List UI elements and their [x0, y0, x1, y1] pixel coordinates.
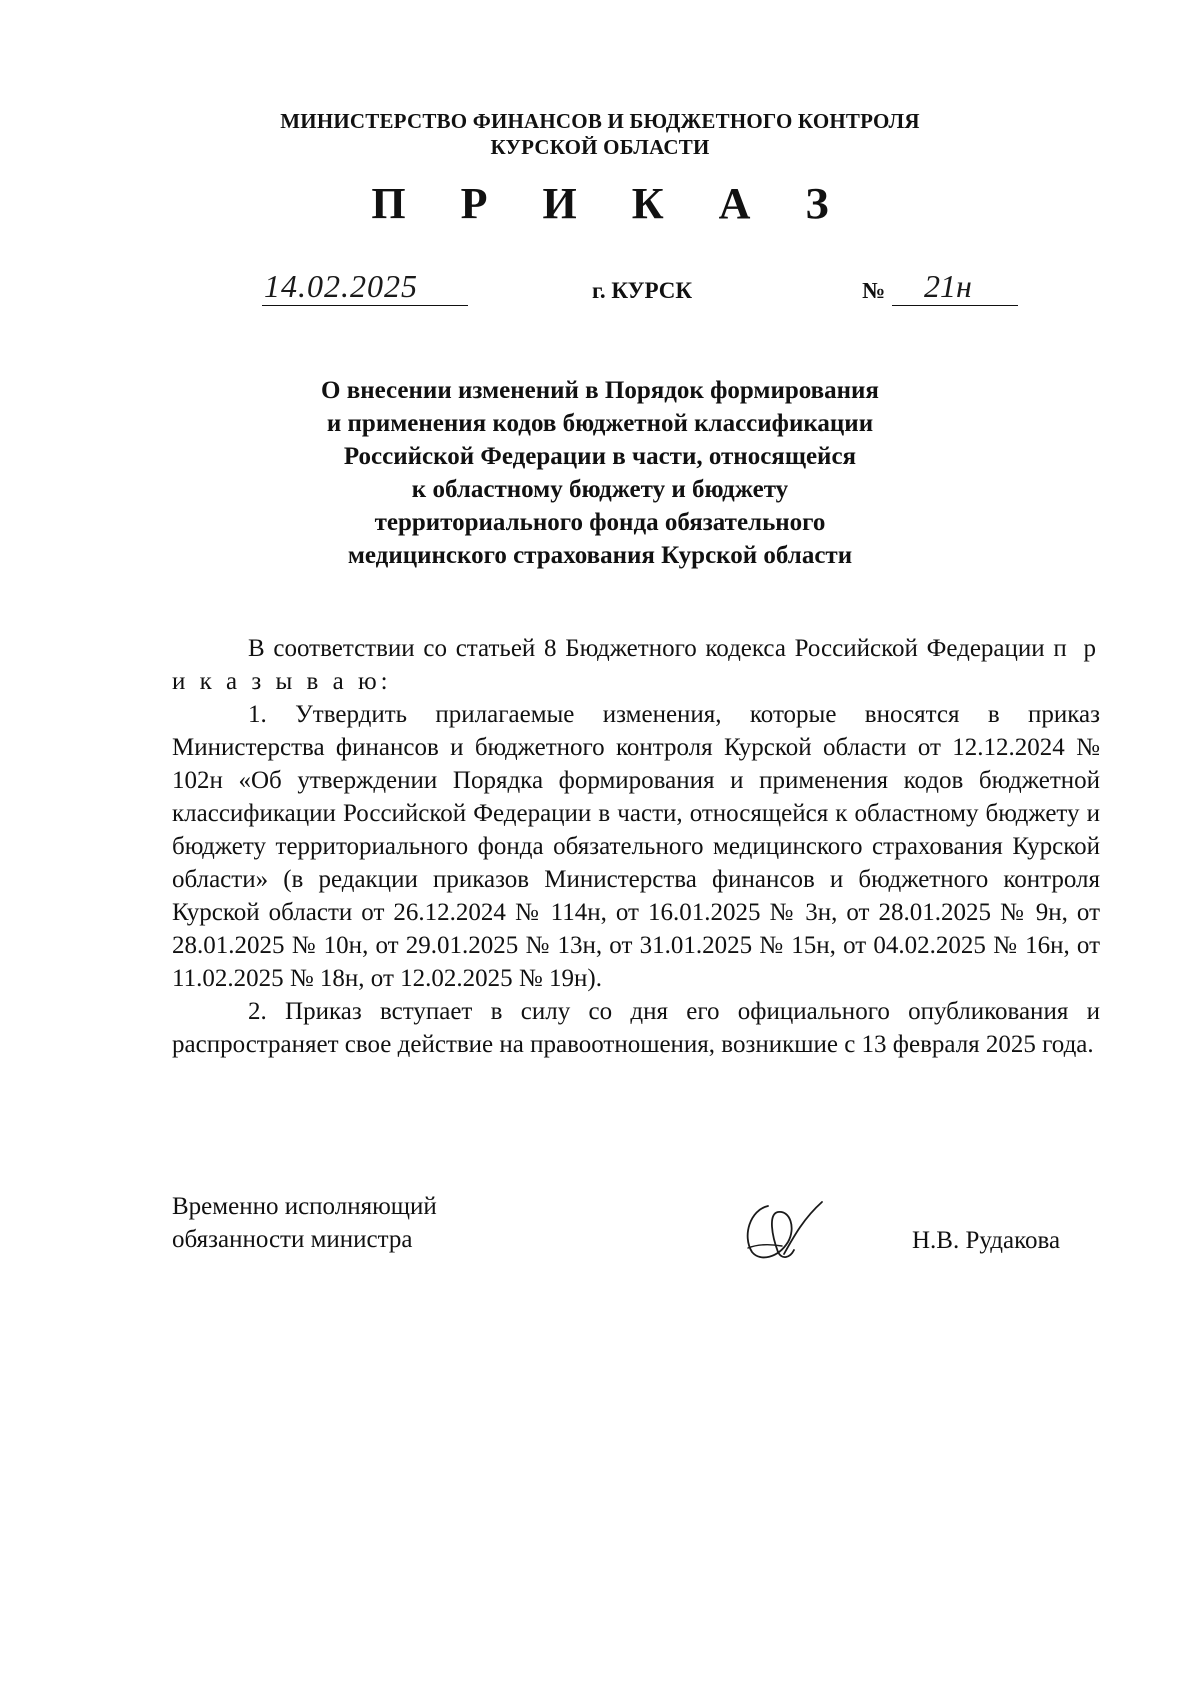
intro-paragraph — [172, 632, 1100, 698]
item-2-paragraph: 2. Приказ вступает в силу со дня его официального опубликования и распространяет свое действие на правоотношения, возникшие с 13 февраля 2025 года. — [172, 998, 1100, 1058]
order-subject — [0, 374, 1200, 572]
issuing-organization — [0, 108, 1200, 160]
subject-line: медицинского страхования Курской области — [347, 542, 853, 569]
handwritten-number: 21н — [924, 268, 972, 304]
signer-position — [172, 1190, 437, 1256]
date-underline — [262, 305, 468, 306]
position-line-2: обязанности министра — [172, 1226, 413, 1253]
document-title: П Р И К А З — [371, 179, 851, 228]
subject-line: территориального фонда обязательного — [374, 509, 826, 536]
subject-line: О внесении изменений в Порядок формирования — [321, 377, 879, 404]
signer-name: Н.В. Рудакова — [912, 1227, 1061, 1254]
org-line-1: МИНИСТЕРСТВО ФИНАНСОВ И БЮДЖЕТНОГО КОНТРОЛЯ — [280, 109, 920, 133]
number-underline — [892, 305, 1018, 306]
item-1-paragraph: 1. Утвердить прилагаемые изменения, которые вносятся в приказ Министерства финансов и бюджетного контроля Курской области от 12.12.2024 № 102н «Об утверждении Порядка формирования и применения кодов бюджетной классификации Российской Федерации в части, относящейся к областному бюджету и бюджету территориального фонда обязательного медицинского страхования Курской области» (в редакции приказов Министерства финансов и бюджетного контроля Курской области от 26.12.2024 № 114н, от 16.01.2025 № 3н, от 28.01.2025 № 9н, от 28.01.2025 № 10н, от 29.01.2025 № 13н, от 31.01.2025 № 15н, от 04.02.2025 № 16н, от 11.02.2025 № 18н, от 12.02.2025 № 19н). — [172, 701, 1100, 992]
position-line-1: Временно исполняющий — [172, 1193, 437, 1220]
order-body — [172, 632, 1100, 1061]
order-verb: п р и к а з ы в а ю: — [172, 635, 1100, 695]
number-label: № — [862, 278, 886, 303]
subject-line: и применения кодов бюджетной классификации — [326, 410, 874, 437]
subject-line: к областному бюджету и бюджету — [411, 476, 789, 503]
intro-text: В соответствии со статьей 8 Бюджетного кодекса Российской Федерации — [248, 635, 1045, 662]
handwritten-date: 14.02.2025 — [264, 268, 418, 304]
org-line-2: КУРСКОЙ ОБЛАСТИ — [490, 135, 710, 159]
city: г. КУРСК — [592, 278, 693, 303]
subject-line: Российской Федерации в части, относящейся — [343, 443, 857, 470]
handwritten-signature — [738, 1196, 828, 1266]
